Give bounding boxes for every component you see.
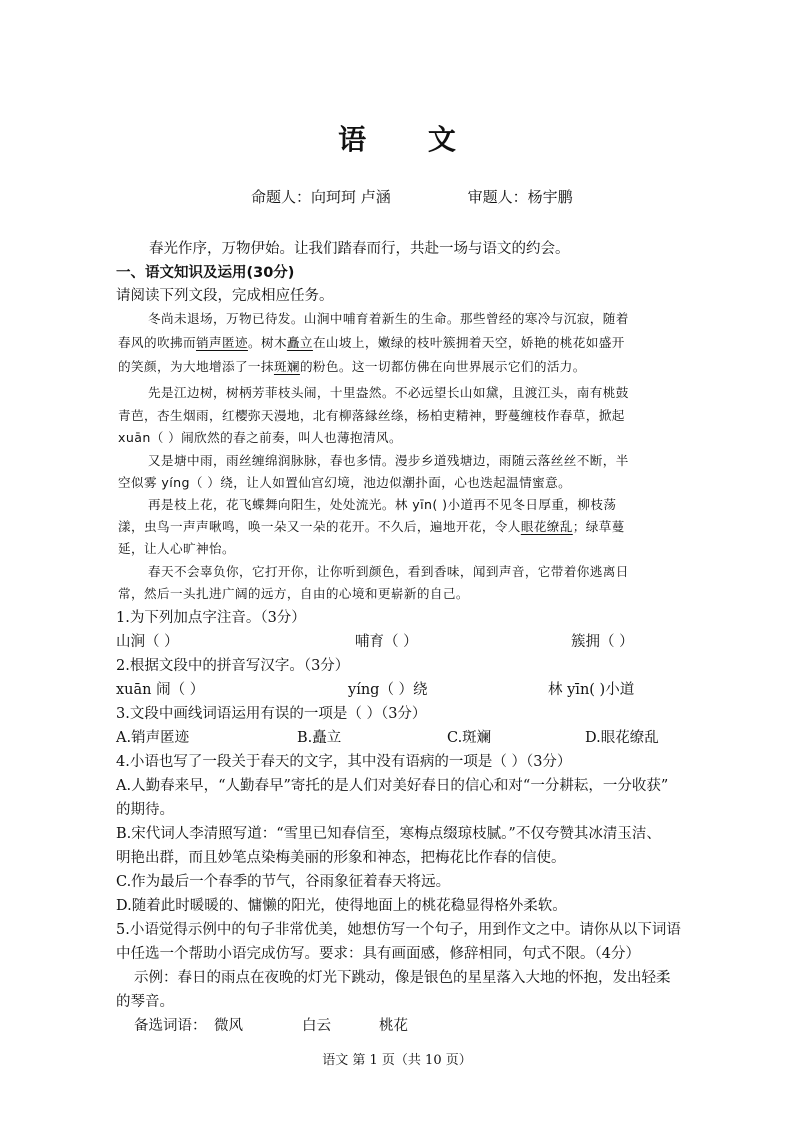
q5-option-1: 微风 xyxy=(214,1018,243,1034)
passage-line: 春天不会辜负你，它打开你，让你听到颜色，看到香味，闻到声音，它带着你逃离日 xyxy=(148,564,629,579)
passage-text: 漾，虫鸟一声声啾鸣，唤一朵又一朵的花开。不久后，遍地开花，令人 xyxy=(118,519,521,534)
passage-line: 先是江边树，树柄芳菲枝头闹，十里盎然。不必远望长山如黛，且渡江头，南有桃鼓 xyxy=(148,385,629,400)
q1-item-c: 簇拥（ ） xyxy=(571,634,634,650)
passage-line: 延，让人心旷神怡。 xyxy=(118,541,235,556)
q4-option-b: B.宋代词人李清照写道：“雪里已知春信至，寒梅点缀琼枝腻。”不仅夸赞其冰清玉洁、 xyxy=(116,826,661,842)
q5-option-2: 白云 xyxy=(302,1018,331,1034)
question-5-stem-cont: 中任选一个帮助小语完成仿写。要求：具有画面感，修辞相同，句式不限。（4分） xyxy=(116,946,640,962)
q3-option-b: B.矗立 xyxy=(297,730,342,746)
q5-example-cont: 的琴音。 xyxy=(116,994,174,1010)
page-title: 语 文 xyxy=(338,123,482,156)
passage-line: 空似雾 yíng（ ）绕，让人如置仙宫幻境，池边似潮扑面，心也迭起温情蜜意。 xyxy=(118,475,572,490)
passage-line: xuān（ ）闹欣然的春之前奏，叫人也薄抱清风。 xyxy=(118,430,403,445)
q5-example: 示例：春日的雨点在夜晚的灯光下跳动，像是银色的星星落入大地的怀抱，发出轻柔 xyxy=(134,970,671,986)
underlined-word: 矗立 xyxy=(286,335,313,350)
passage-text: ；绿草蔓 xyxy=(572,519,625,534)
q4-option-c: C.作为最后一个春季的节气，谷雨象征着春天将远。 xyxy=(116,874,451,890)
q2-item-b: yíng（ ）绕 xyxy=(348,682,428,698)
q2-item-a: xuān 闹（ ） xyxy=(116,682,205,698)
q4-option-a-cont: 的期待。 xyxy=(116,802,174,818)
q4-option-a: A.人勤春来早，“人勤春早”寄托的是人们对美好春日的信心和对“一分耕耘，一分收获” xyxy=(116,778,669,794)
passage-text: 的笑颜，为大地增添了一抹 xyxy=(118,359,274,374)
passage-text: 春风的吹拂而 xyxy=(118,335,196,350)
question-4-stem: 4.小语也写了一段关于春天的文字，其中没有语病的一项是（ ）（3分） xyxy=(116,754,572,770)
q3-option-d: D.眼花缭乱 xyxy=(585,730,659,746)
instruction-text: 请阅读下列文段，完成相应任务。 xyxy=(116,288,334,304)
q5-option-3: 桃花 xyxy=(379,1018,408,1034)
passage-text: 的粉色。这一切都仿佛在向世界展示它们的活力。 xyxy=(299,359,586,374)
passage-line: 冬尚未退场，万物已待发。山涧中哺育着新生的生命。那些曾经的寒冷与沉寂，随着 xyxy=(148,311,629,326)
question-3-stem: 3.文段中画线词语运用有误的一项是（ ）（3分） xyxy=(116,706,427,722)
passage-text: 。树木 xyxy=(247,335,287,350)
passage-text: 在山坡上，嫩绿的枝叶簇拥着天空，娇艳的桃花如盛开 xyxy=(312,335,625,350)
passage-line: 再是枝上花，花飞蝶舞向阳生，处处流光。林 yīn( )小道再不见冬日厚重，柳枝荡 xyxy=(148,497,617,512)
q1-item-a: 山涧（ ） xyxy=(116,634,179,650)
underlined-word: 斑斓 xyxy=(273,359,300,374)
q5-options-label: 备选词语： xyxy=(134,1018,207,1034)
page-footer: 语文 第 1 页（共 10 页） xyxy=(322,1053,472,1068)
passage-line xyxy=(118,521,625,534)
q1-item-b: 哺育（ ） xyxy=(355,634,418,650)
setter-text: 命题人：向珂珂 卢涵 xyxy=(251,188,391,206)
underlined-word: 眼花缭乱 xyxy=(520,519,573,534)
q3-option-c: C.斑斓 xyxy=(447,730,492,746)
q3-option-a: A.销声匿迹 xyxy=(116,730,190,746)
question-5-stem: 5.小语觉得示例中的句子非常优美，她想仿写一个句子，用到作文之中。请你从以下词语 xyxy=(116,922,681,938)
question-2-stem: 2.根据文段中的拼音写汉字。（3分） xyxy=(116,658,350,674)
passage-line: 青芭，杏生烟雨，红樱弥天漫地，北有柳落縁丝绦，杨柏吏精神，野蔓缠枝作春草，掀起 xyxy=(118,408,625,423)
q4-option-b-cont: 明艳出群，而且妙笔点染梅美丽的形象和神态，把梅花比作春的信使。 xyxy=(116,850,566,866)
passage-line xyxy=(118,361,586,374)
reviewer-text: 审题人：杨宇鹏 xyxy=(467,188,573,206)
question-1-stem: 1.为下列加点字注音。（3分） xyxy=(116,610,306,626)
section-heading: 一、语文知识及运用(30分) xyxy=(116,265,295,281)
passage-line: 又是塘中雨，雨丝缠绵润脉脉，春也多情。漫步乡道残塘边，雨随云落丝丝不断，半 xyxy=(148,453,629,468)
q4-option-d: D.随着此时暖暖的、慵懒的阳光，使得地面上的桃花稳显得格外柔软。 xyxy=(116,898,567,914)
author-line xyxy=(251,186,573,207)
intro-text: 春光作序，万物伊始。让我们踏春而行，共赴一场与语文的约会。 xyxy=(149,241,570,257)
underlined-word: 销声匿迹 xyxy=(195,335,248,350)
passage-line: 常，然后一头扎进广阔的远方，自由的心境和更崭新的自己。 xyxy=(118,586,469,601)
passage-line xyxy=(118,337,625,350)
q2-item-c: 林 yīn( )小道 xyxy=(548,682,635,698)
